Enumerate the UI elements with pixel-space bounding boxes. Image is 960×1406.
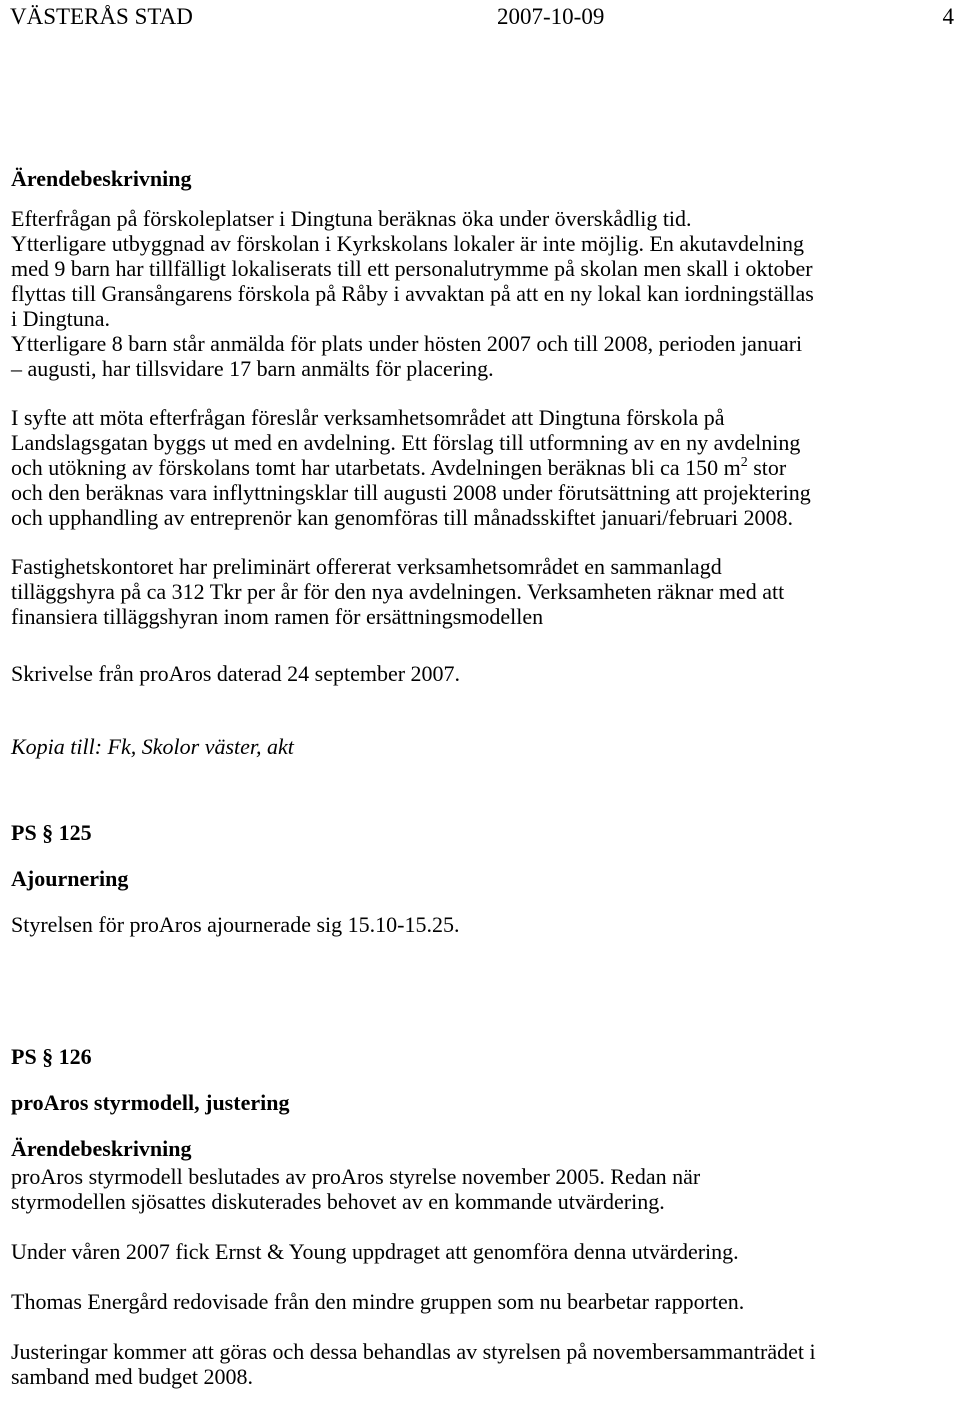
text-line: tilläggshyra på ca 312 Tkr per år för den nya avdelningen. Verksamheten räknar med att [11,579,785,604]
ps126-paragraph-report: Thomas Energård redovisade från den mindre gruppen som nu bearbetar rapporten. [11,1289,745,1314]
copy-to-line: Kopia till: Fk, Skolor väster, akt [11,734,294,759]
page-number: 4 [942,4,954,29]
ps126-title: proAros styrmodell, justering [11,1090,290,1115]
text-fragment: och utökning av förskolans tomt har utarbetats. Avdelningen beräknas bli ca 150 m [11,455,741,480]
ps126-paragraph-decision [11,1164,956,1214]
paragraph-registrations [11,331,956,381]
paragraph-letter-reference: Skrivelse från proAros daterad 24 september 2007. [11,661,461,686]
text-line: och upphandling av entreprenör kan genomföras till månadsskiftet januari/februari 2008. [11,505,793,530]
text-line: finansiera tilläggshyran inom ramen för ersättningsmodellen [11,604,544,629]
text-line: med 9 barn har tillfälligt lokaliserats till ett personalutrymme på skolan men skall i oktober [11,256,813,281]
text-line: i Dingtuna. [11,306,110,331]
text-line: Justeringar kommer att göras och dessa behandlas av styrelsen på novembersammanträdet i [11,1339,816,1364]
text-line: styrmodellen sjösattes diskuterades behovet av en kommande utvärdering. [11,1189,665,1214]
section-heading-arendebeskrivning: Ärendebeskrivning [11,166,192,191]
page-header [10,2,954,32]
superscript: 2 [740,455,748,470]
text-line [11,455,786,480]
text-line: Landslagsgatan byggs ut med en avdelning. Ett förslag till utformning av en ny avdelning [11,430,801,455]
document-body [11,166,956,1389]
text-fragment: stor [747,455,787,480]
paragraph-rent [11,554,956,629]
text-line: Fastighetskontoret har preliminärt offererat verksamhetsområdet en sammanlagd [11,554,722,579]
text-line: I syfte att möta efterfrågan föreslår verksamhetsområdet att Dingtuna förskola på [11,405,725,430]
organization-name: VÄSTERÅS STAD [10,4,193,29]
ps125-text: Styrelsen för proAros ajournerade sig 15.10-15.25. [11,912,460,937]
ps126-paragraph-adjustments [11,1339,956,1389]
text-line: Ytterligare utbyggnad av förskolan i Kyrkskolans lokaler är inte möjlig. En akutavdelning [11,231,805,256]
ps125-title: Ajournering [11,866,129,891]
text-line: Ytterligare 8 barn står anmälda för plats under hösten 2007 och till 2008, perioden januari [11,331,803,356]
text-line: proAros styrmodell beslutades av proAros styrelse november 2005. Redan när [11,1164,701,1189]
paragraph-proposal [11,405,956,530]
text-line: Efterfrågan på förskoleplatser i Dingtuna beräknas öka under överskådlig tid. [11,206,692,231]
paragraph-demand [11,206,956,331]
document-date: 2007-10-09 [497,4,605,29]
ps126-paragraph-evaluation: Under våren 2007 fick Ernst & Young uppdraget att genomföra denna utvärdering. [11,1239,739,1264]
text-line: samband med budget 2008. [11,1364,253,1389]
ps125-number: PS § 125 [11,820,92,845]
text-line: – augusti, har tillsvidare 17 barn anmälts för placering. [11,356,494,381]
ps126-number: PS § 126 [11,1044,92,1069]
text-line: flyttas till Gransångarens förskola på Råby i avvaktan på att en ny lokal kan iordningställas [11,281,814,306]
text-line: och den beräknas vara inflyttningsklar till augusti 2008 under förutsättning att projektering [11,480,811,505]
ps126-subheading: Ärendebeskrivning [11,1136,192,1161]
